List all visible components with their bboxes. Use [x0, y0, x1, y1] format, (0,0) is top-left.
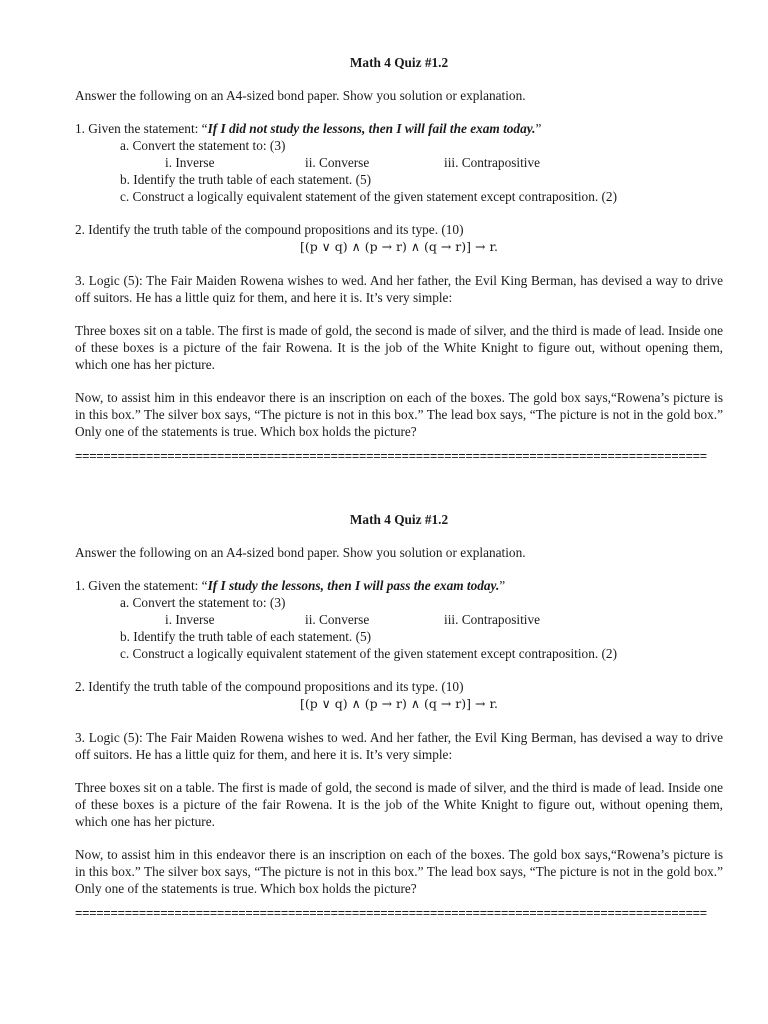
option-contrapositive: iii. Contrapositive [444, 155, 541, 170]
question-1-prefix: 1. Given the statement: “ [75, 121, 208, 136]
question-2-formula: [(p ∨ q) ∧ (p → r) ∧ (q → r)] → r. [299, 696, 499, 711]
question-1 [75, 577, 723, 662]
question-1-suffix: ” [499, 578, 506, 593]
question-3-boxes: Three boxes sit on a table. The first is made of gold, the second is made of silver, and the third is made of lead. Inside one of these boxes is a picture of the fair Rowena. It is the job of the White Knight to figure out, without opening them, which one has her picture. [75, 780, 723, 829]
question-2-formula: [(p ∨ q) ∧ (p → r) ∧ (q → r)] → r. [299, 239, 499, 254]
question-2 [75, 678, 723, 712]
question-1-prompt [75, 120, 723, 137]
question-3-intro: 3. Logic (5): The Fair Maiden Rowena wishes to wed. And her father, the Evil King Berman, has devised a way to drive off suitors. He has a little quiz for them, and here it is. It’s very simple: [75, 273, 723, 305]
quiz-title: Math 4 Quiz #1.2 [349, 512, 449, 527]
quiz-version-1 [75, 54, 723, 465]
option-inverse: i. Inverse [165, 155, 215, 170]
question-1-statement: If I study the lessons, then I will pass the exam today. [207, 578, 500, 593]
question-1a-options [75, 154, 723, 171]
option-inverse: i. Inverse [165, 612, 215, 627]
question-1a: a. Convert the statement to: (3) [120, 138, 286, 153]
question-1a-options [75, 611, 723, 628]
question-1-prefix: 1. Given the statement: “ [75, 578, 208, 593]
question-3-boxes: Three boxes sit on a table. The first is made of gold, the second is made of silver, and the third is made of lead. Inside one of these boxes is a picture of the fair Rowena. It is the job of the White Knight to figure out, without opening them, which one has her picture. [75, 323, 723, 372]
separator-line: ========================================================================================= [75, 906, 707, 920]
separator-line: ========================================================================================= [75, 449, 707, 463]
question-3-intro: 3. Logic (5): The Fair Maiden Rowena wishes to wed. And her father, the Evil King Berman, has devised a way to drive off suitors. He has a little quiz for them, and here it is. It’s very simple: [75, 730, 723, 762]
instructions: Answer the following on an A4-sized bond paper. Show you solution or explanation. [75, 88, 526, 103]
question-1-suffix: ” [535, 121, 542, 136]
option-converse: ii. Converse [305, 612, 370, 627]
question-3-inscriptions: Now, to assist him in this endeavor there is an inscription on each of the boxes. The gold box says,“Rowena’s picture is in this box.” The silver box says, “The picture is not in this box.” The lead box says, “The picture is not in the gold box.” Only one of the statements is true. Which box holds the picture? [75, 390, 723, 439]
quiz-title: Math 4 Quiz #1.2 [349, 55, 449, 70]
question-1b: b. Identify the truth table of each statement. (5) [120, 172, 372, 187]
question-1c: c. Construct a logically equivalent statement of the given statement except contraposition. (2) [120, 646, 618, 661]
instructions: Answer the following on an A4-sized bond paper. Show you solution or explanation. [75, 545, 526, 560]
question-2 [75, 221, 723, 255]
question-1a: a. Convert the statement to: (3) [120, 595, 286, 610]
question-1-statement: If I did not study the lessons, then I will fail the exam today. [207, 121, 536, 136]
question-2-prompt: 2. Identify the truth table of the compound propositions and its type. (10) [75, 222, 464, 237]
question-1c: c. Construct a logically equivalent statement of the given statement except contraposition. (2) [120, 189, 618, 204]
quiz-version-2 [75, 511, 723, 922]
question-1 [75, 120, 723, 205]
question-1-prompt [75, 577, 723, 594]
question-3-inscriptions: Now, to assist him in this endeavor there is an inscription on each of the boxes. The gold box says,“Rowena’s picture is in this box.” The silver box says, “The picture is not in this box.” The lead box says, “The picture is not in the gold box.” Only one of the statements is true. Which box holds the picture? [75, 847, 723, 896]
option-contrapositive: iii. Contrapositive [444, 612, 541, 627]
question-1b: b. Identify the truth table of each statement. (5) [120, 629, 372, 644]
option-converse: ii. Converse [305, 155, 370, 170]
question-2-prompt: 2. Identify the truth table of the compound propositions and its type. (10) [75, 679, 464, 694]
